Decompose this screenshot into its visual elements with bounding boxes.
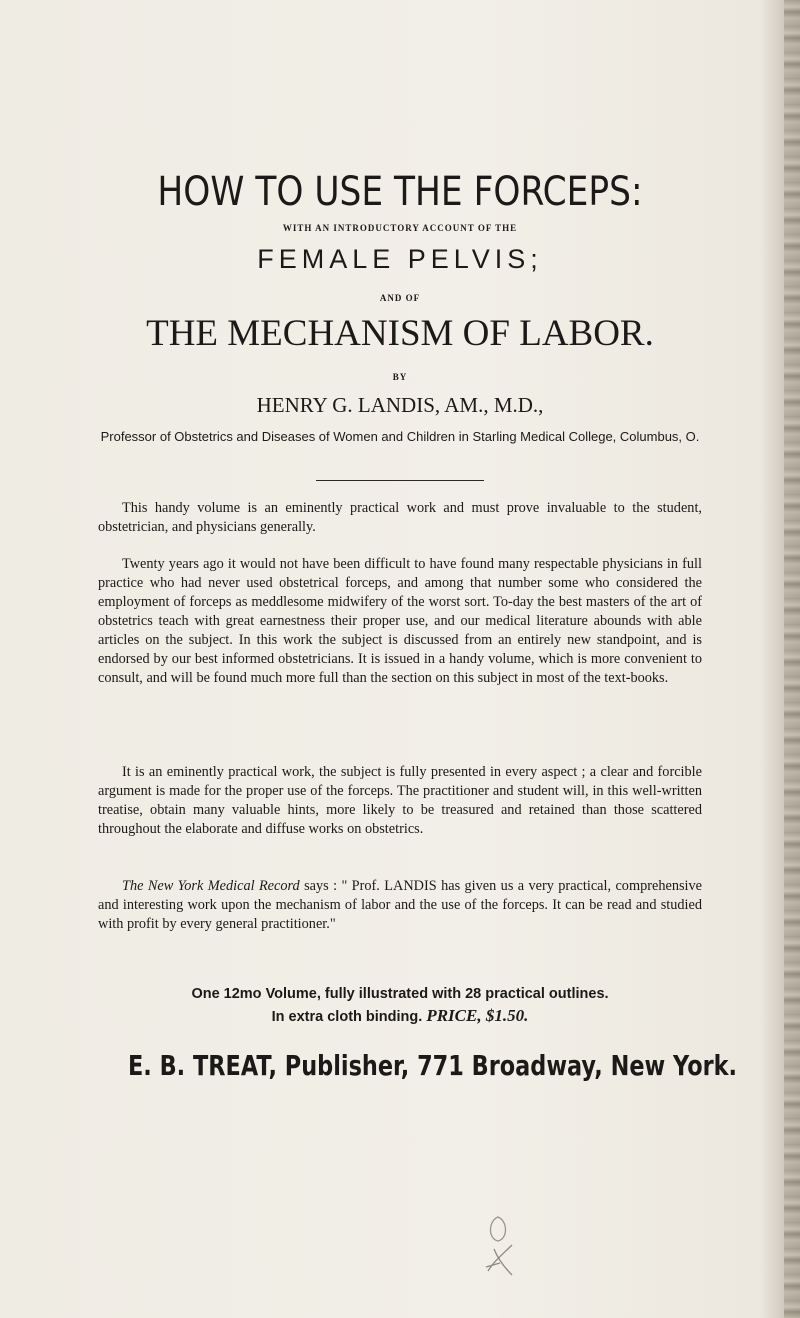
binding-text: In extra cloth binding.	[271, 1009, 423, 1025]
offer-line-2	[98, 1005, 702, 1028]
author-name: HENRY G. LANDIS, AM., M.D.,	[256, 393, 544, 417]
subject-female-pelvis: FEMALE PELVIS;	[257, 244, 543, 274]
divider-rule	[316, 480, 484, 481]
review-paragraph	[98, 877, 702, 934]
author-affiliation: Professor of Obstetrics and Diseases of Women and Children in Starling Medical College, Columbus, O.	[100, 429, 700, 444]
subject-mechanism-of-labor: THE MECHANISM OF LABOR.	[146, 313, 654, 354]
and-of-line: AND OF	[379, 293, 421, 303]
book-edge	[784, 0, 800, 1318]
by-line: BY	[392, 372, 408, 382]
book-title: HOW TO USE THE FORCEPS:	[157, 169, 643, 215]
paragraph-3: It is an eminently practical work, the subject is fully presented in every aspect ; a clear and forcible argument is made for the proper use of the forceps. The practitioner and student will, in this well-written treatise, obtain many valuable hints, more likely to be treasured and retained than those scattered throughout the elaborate and diffuse works on obstetrics.	[98, 764, 702, 837]
price: PRICE, $1.50.	[426, 1006, 529, 1025]
intro-line: WITH AN INTRODUCTORY ACCOUNT OF THE	[282, 223, 518, 233]
review-source: The New York Medical Record	[122, 878, 300, 894]
offer-block	[98, 984, 702, 1028]
paragraph-2: Twenty years ago it would not have been difficult to have found many respectable physicians in full practice who had never used obstetrical forceps, and among that number some who considered the employment of forceps as meddlesome midwifery of the worst sort. To-day the best masters of the art of obstetrics teach with great earnestness their proper use, and our medical literature abounds with able articles on the subject. In this work the subject is discussed from an entirely new standpoint, and is endorsed by our best informed obstetricians. It is issued in a handy volume, which is more convenient to consult, and will be found much more full than the section on this subject in most of the text-books.	[98, 556, 702, 686]
paragraph-1: This handy volume is an eminently practical work and must prove invaluable to the student, obstetrician, and physicians generally.	[98, 500, 702, 535]
publisher-line: E. B. TREAT, Publisher, 771 Broadway, New York.	[128, 1049, 738, 1082]
offer-line-1: One 12mo Volume, fully illustrated with 28 practical outlines.	[191, 986, 609, 1002]
review-says: says :	[299, 878, 338, 894]
review-quote: " Prof. LANDIS has given us a very practical, comprehensive and interesting work upon the mechanism of labor and the use of the forceps. It can be read and studied with profit by every general practitioner."	[98, 878, 702, 932]
pencil-mark-icon	[470, 1205, 530, 1285]
